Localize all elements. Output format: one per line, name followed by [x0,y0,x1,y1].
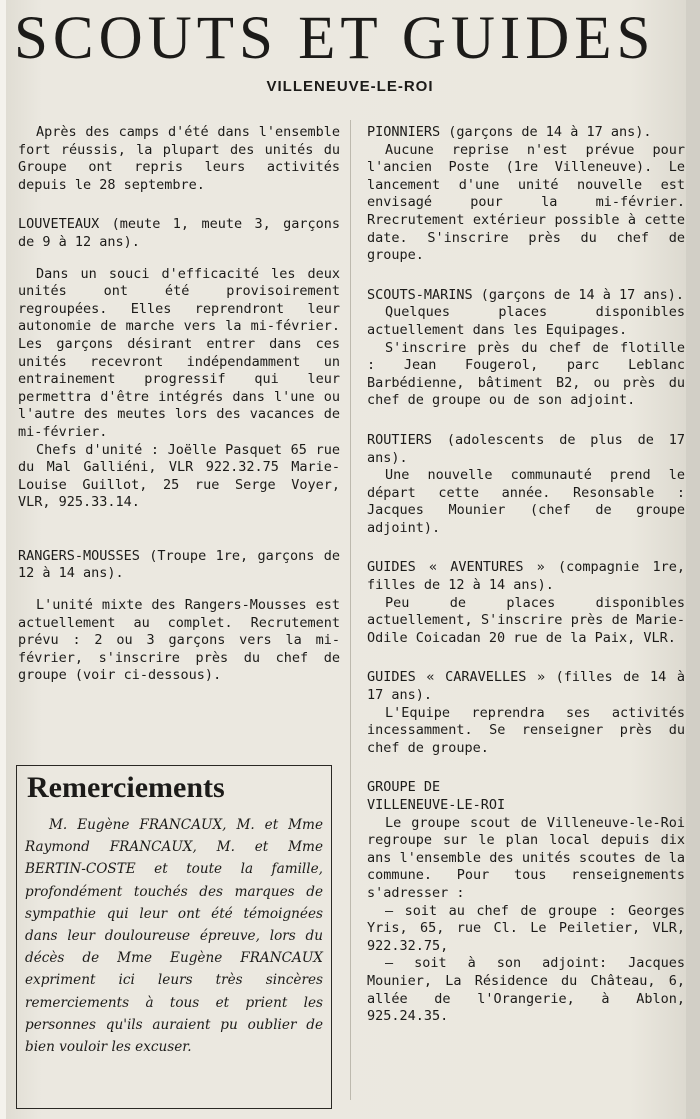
remerciements-box [16,765,332,1109]
aventures-heading: GUIDES « AVENTURES » (compagnie 1re, filles de 12 à 14 ans). [367,559,685,594]
pionniers-heading: PIONNIERS (garçons de 14 à 17 ans). [367,124,652,140]
routiers-heading: ROUTIERS (adolescents de plus de 17 ans). [367,431,685,466]
left-column [18,124,340,685]
intro-paragraph: Après des camps d'été dans l'ensemble fort réussis, la plupart des unités du Groupe ont repris leurs activités depuis le 28 septembre. [18,124,340,193]
marins-heading: SCOUTS-MARINS (garçons de 14 à 17 ans). [367,286,684,303]
louveteaux-chefs: Chefs d'unité : Joëlle Pasquet 65 rue du Mal Galliéni, VLR 922.32.75 Marie-Louise Guillot, 25 rue Serge Voyer, VLR, 925.33.14. [18,441,340,511]
marins-paragraph-2: S'inscrire près du chef de flotille : Jean Fougerol, parc Leblanc Barbédienne, bâtiment B2, ou près du chef de groupe ou de son adjoint. [367,339,685,409]
groupe-paragraph: Le groupe scout de Villeneuve-le-Roi regroupe sur le plan local depuis dix ans l'ensemble des unités scoutes de la commune. Pour tous renseignements s'adresser : [367,814,685,901]
caravelles-paragraph: L'Equipe reprendra ses activités incessamment. Se renseigner près du chef de groupe. [367,704,685,756]
page-edge-right [686,0,700,1119]
column-divider [350,120,351,1100]
remerciements-title: Remerciements [27,771,225,804]
groupe-contact-chef: — soit au chef de groupe : Georges Yris, 65, rue Cl. Le Peiletier, VLR, 922.32.75, [367,902,685,954]
groupe-contact-adjoint: — soit à son adjoint: Jacques Mounier, La Résidence du Château, 6, allée de l'Orangerie, à Ablon, 925.24.35. [367,955,685,1025]
right-column [367,124,685,1026]
louveteaux-heading: LOUVETEAUX (meute 1, meute 3, garçons de 9 à 12 ans). [18,216,340,250]
page-title: SCOUTS ET GUIDES [14,5,656,72]
aventures-paragraph: Peu de places disponibles actuellement, S'inscrire près de Marie-Odile Coicadan 20 rue de la Paix, VLR. [367,594,685,646]
rangers-heading: RANGERS-MOUSSES (Troupe 1re, garçons de 12 à 14 ans). [18,547,340,582]
marins-paragraph-1: Quelques places disponibles actuellement dans les Equipages. [367,304,685,338]
louveteaux-paragraph: Dans un souci d'efficacité les deux unités ont été provisoirement regroupées. Elles reprendront leur autonomie de marche vers la mi-février. Les garçons désirant entrer dans ces unités recevront indépendamment un entrainement progressif qui leur permettra d'être intégrés dans l'une ou l'autre des meutes lors des vacances de mi-février. [18,265,340,440]
page-subtitle: VILLENEUVE-LE-ROI [266,78,434,95]
groupe-heading-line-1: GROUPE DE [367,779,441,796]
routiers-paragraph: Une nouvelle communauté prend le départ cette année. Resonsable : Jacques Mounier (chef de groupe adjoint). [367,467,685,536]
pionniers-paragraph: Aucune reprise n'est prévue pour l'ancien Poste (1re Villeneuve). Le lancement d'une unité nouvelle est envisagé pour la mi-février. Rrecrutement extérieur possible à cette date. S'inscrire près du chef de groupe. [367,141,685,264]
remerciements-text: M. Eugène FRANCAUX, M. et Mme Raymond FRANCAUX, M. et Mme BERTIN-COSTE et toute la famille, profondément touchés des marques de sympathie qui leur ont été témoignées dans leur douloureuse épreuve, lors du décès de Mme Eugène FRANCAUX expriment ici leurs très sincères remerciements à tous et prient les personnes qu'ils auraient pu oublier de bien vouloir les excuser. [25,817,323,1056]
caravelles-heading: GUIDES « CARAVELLES » (filles de 14 à 17 ans). [367,669,685,704]
page-edge-left [0,0,6,1119]
remerciements-body [25,814,323,1058]
rangers-paragraph: L'unité mixte des Rangers-Mousses est actuellement au complet. Recrutement prévu : 2 ou 3 garçons vers la mi-février, s'inscrire près du chef de groupe (voir ci-dessous). [18,597,340,684]
groupe-heading-line-2: VILLENEUVE-LE-ROI [367,797,506,813]
